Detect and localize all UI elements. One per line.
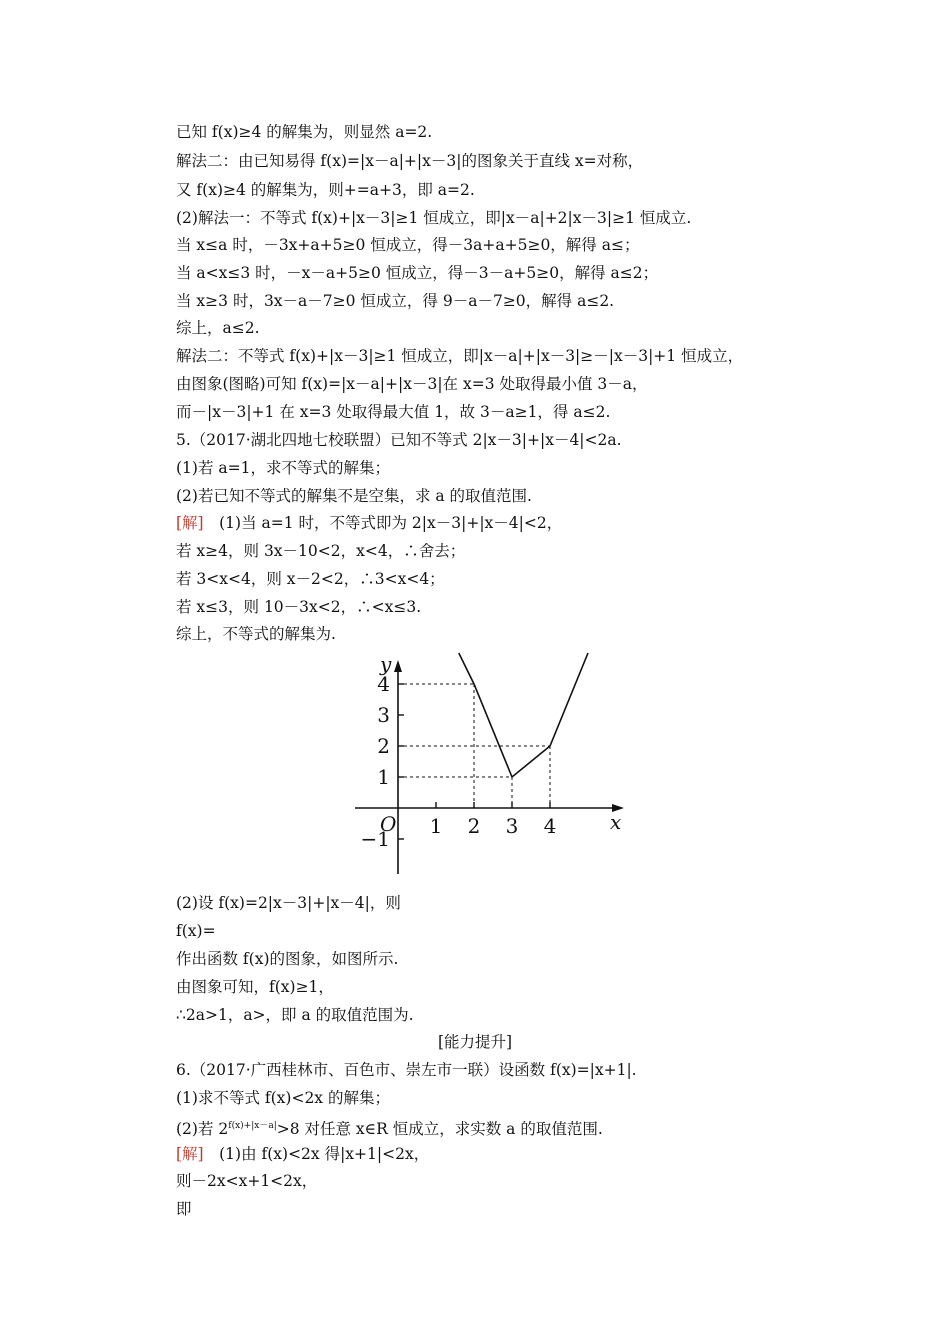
text-line: 已知 f(x)≥4 的解集为，则显然 a=2. — [176, 123, 433, 141]
text-line: 解法二：不等式 f(x)+|x－3|≥1 恒成立，即|x－a|+|x－3|≥－|x－3|+1 恒成立， — [176, 347, 744, 365]
text-line: 综上，a≤2. — [176, 319, 260, 337]
solution-line — [176, 513, 562, 533]
x-tick-label: 3 — [505, 814, 519, 838]
text-line: 若 x≥4，则 3x－10<2，x<4，∴舍去； — [176, 542, 466, 560]
x-axis-label: x — [610, 810, 622, 834]
solution-tag: [解] — [176, 514, 204, 532]
text-line: 则－2x<x+1<2x， — [176, 1172, 318, 1190]
y-axis-arrow — [394, 660, 402, 672]
text-line: 作出函数 f(x)的图象，如图所示. — [176, 950, 399, 968]
text-line: (2)若已知不等式的解集不是空集，求 a 的取值范围. — [176, 487, 532, 505]
solution-text: (1)当 a=1 时，不等式即为 2|x－3|+|x－4|<2， — [203, 514, 563, 532]
y-tick-label: 2 — [377, 734, 390, 758]
solution-tag: [解] — [176, 1145, 204, 1163]
text-line: f(x)= — [176, 922, 216, 940]
text-line: 由图象(图略)可知 f(x)=|x－a|+|x－3|在 x=3 处取得最小值 3－a， — [176, 375, 648, 393]
text-line: 当 a<x≤3 时，－x－a+5≥0 恒成立，得－3－a+5≥0，解得 a≤2； — [176, 264, 659, 282]
origin-label: O — [380, 812, 397, 836]
text-line: 又 f(x)≥4 的解集为，则+=a+3，即 a=2. — [176, 181, 475, 199]
text-line: 由图象可知，f(x)≥1， — [176, 978, 334, 996]
solution-line — [176, 1144, 429, 1164]
text-line: (2)若 $2^{f(x)+|x-a|}>8$ 对任意 x∈R 恒成立，求实数 a 的取值范围. — [176, 1120, 603, 1139]
function-curve — [459, 653, 588, 777]
y-tick-label: 1 — [377, 765, 390, 789]
x-tick-label: 1 — [429, 814, 443, 838]
text-line: 综上，不等式的解集为. — [176, 625, 336, 643]
text-line: 解法二：由已知易得 f(x)=|x－a|+|x－3|的图象关于直线 x=对称， — [176, 152, 644, 170]
text-line: 当 x≤a 时，－3x+a+5≥0 恒成立，得－3a+a+5≥0，解得 a≤； — [176, 236, 640, 254]
problem-6-heading: 6.（2017·广西桂林市、百色市、崇左市一联）设函数 f(x)=|x+1|. — [176, 1061, 637, 1079]
text-line: 即 — [176, 1200, 192, 1218]
problem-5-heading: 5.（2017·湖北四地七校联盟）已知不等式 2|x－3|+|x－4|<2a. — [176, 431, 622, 449]
text-line: 而－|x－3|+1 在 x=3 处取得最大值 1，故 3－a≥1，得 a≤2. — [176, 403, 611, 421]
y-tick-label: −1 — [360, 827, 390, 851]
text-line: 若 3<x<4，则 x－2<2，∴3<x<4； — [176, 570, 445, 588]
solution-text: (1)由 f(x)<2x 得|x+1|<2x， — [203, 1145, 430, 1163]
exponent: f(x)+|x－a| — [228, 1121, 277, 1131]
text-line: ∴2a>1，a>，即 a 的取值范围为. — [176, 1006, 414, 1024]
text-line: 当 x≥3 时，3x－a－7≥0 恒成立，得 9－a－7≥0，解得 a≤2. — [176, 292, 615, 310]
y-axis-label: y — [380, 652, 392, 676]
x-tick-label: 4 — [543, 814, 557, 838]
text-line: (1)若 a=1，求不等式的解集； — [176, 459, 390, 477]
function-graph — [350, 652, 640, 877]
text-line: 若 x≤3，则 10－3x<2，∴<x≤3. — [176, 598, 422, 616]
y-tick-label: 4 — [377, 672, 390, 696]
y-tick-label: 3 — [377, 703, 390, 727]
text-line: (2)解法一：不等式 f(x)+|x－3|≥1 恒成立，即|x－a|+2|x－3|≥1 恒成立. — [176, 209, 692, 227]
section-heading: [能力提升] — [437, 1033, 513, 1051]
text-line: (2)设 f(x)=2|x－3|+|x－4|，则 — [176, 894, 401, 912]
text-line: (1)求不等式 f(x)<2x 的解集； — [176, 1089, 390, 1107]
x-tick-label: 2 — [467, 814, 481, 838]
